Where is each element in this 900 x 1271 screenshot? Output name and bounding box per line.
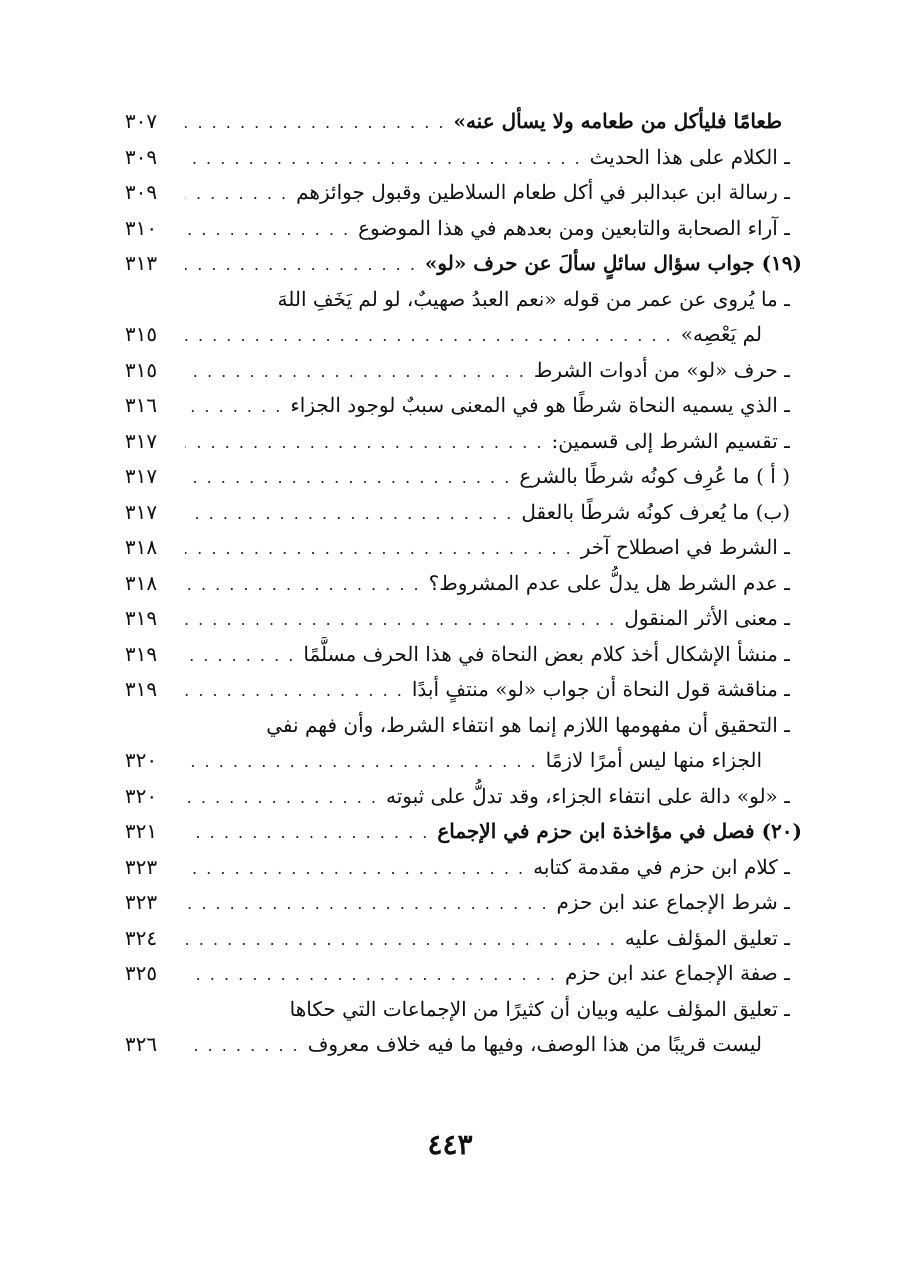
toc-dot-leader (185, 744, 538, 780)
toc-entry (110, 850, 790, 886)
toc-entry-page: ٣٢٦ (124, 1032, 158, 1056)
toc-entry (110, 211, 790, 247)
toc-entry (110, 814, 802, 850)
toc-dot-leader (185, 886, 549, 922)
toc-dot-leader (185, 318, 673, 354)
toc-entry-title: (ب) ما يُعرف كونُه شرطًا بالعقل (521, 499, 790, 524)
toc-entry (110, 530, 790, 566)
toc-entry-line (185, 388, 790, 425)
toc-entry-title: ـ منشأ الإشكال أخذ كلام بعض النحاة في هذا الحرف مسلَّمًا (303, 641, 790, 666)
toc-entry (110, 779, 790, 815)
toc-entry-title: ـ «لو» دالة على انتفاء الجزاء، وقد تدلُّ على ثبوته (385, 783, 790, 808)
toc-dot-leader (185, 673, 404, 709)
toc-dot-leader (185, 389, 282, 425)
toc-entry-page: ٣١٧ (124, 428, 158, 453)
toc-dot-leader (185, 141, 582, 177)
toc-entry-page: ٣٢٠ (124, 783, 158, 808)
toc-entry-title: ـ عدم الشرط هل يدلُّ على عدم المشروط؟ (428, 570, 790, 595)
toc-entry-title: ـ تعليق المؤلف عليه وبيان أن كثيرًا من الإجماعات التي حكاها (289, 996, 790, 1021)
toc-entry-title: ـ صفة الإجماع عند ابن حزم (565, 961, 790, 985)
toc-entry-title: ـ شرط الإجماع عند ابن حزم (556, 890, 790, 914)
toc-entry-line (185, 743, 762, 780)
toc-entry-line (185, 140, 790, 177)
toc-entry-page: ٣١٥ (124, 322, 158, 346)
toc-entry-page: ٣١٣ (124, 251, 158, 275)
toc-entry (110, 140, 790, 176)
toc-dot-leader (185, 425, 544, 461)
toc-entry-line (185, 530, 790, 567)
toc-entry-page: ٣٢٣ (124, 854, 158, 879)
toc-entry-page: ٣١٨ (124, 535, 158, 559)
toc-entry-line (185, 885, 790, 922)
toc-dot-leader (185, 176, 288, 212)
toc-entry-line (185, 353, 790, 390)
toc-entry-line (185, 211, 790, 248)
toc-entry-page: ٣٠٩ (124, 180, 158, 204)
toc-dot-leader (185, 602, 616, 638)
toc-entry-page: ٣٠٩ (124, 144, 158, 169)
toc-entry (110, 921, 790, 957)
page-number: ٤٤٣ (427, 1128, 473, 1161)
toc-dot-leader (185, 851, 525, 887)
toc-entry (110, 282, 790, 318)
toc-entry-title: ـ تقسيم الشرط إلى قسمين: (551, 428, 790, 453)
toc-entry-line (185, 459, 790, 496)
toc-entry (110, 672, 790, 708)
toc-entry (110, 353, 790, 389)
toc-entry-line (185, 921, 790, 958)
toc-entry (110, 566, 790, 602)
toc-entry-line (185, 779, 790, 816)
toc-entry-line (185, 175, 790, 212)
toc-entry (110, 743, 790, 779)
toc-entry-line (185, 566, 790, 603)
toc-entry-page: ٣١٩ (124, 677, 158, 701)
toc-entry-title: لم يَعْصِه» (680, 322, 762, 346)
toc-entry-title: طعامًا فليأكل من طعامه ولا يسأل عنه» (453, 109, 782, 133)
toc-entry-page: ٣١٩ (124, 641, 158, 666)
toc-entry-line (185, 850, 790, 887)
toc-entry-title: (٢٠) فصل في مؤاخذة ابن حزم في الإجماع (437, 819, 802, 843)
toc-entry-line (185, 282, 790, 318)
toc-entry (110, 317, 790, 353)
toc-entry (110, 424, 790, 460)
toc-entry (110, 956, 790, 992)
toc-entry (110, 104, 790, 140)
toc-dot-leader (185, 922, 617, 958)
toc-entry (110, 885, 790, 921)
table-of-contents (110, 104, 802, 1063)
toc-entry-title: ـ ما يُروى عن عمر من قوله «نعم العبدُ صهيبٌ، لو لم يَخَفِ اللهَ (277, 286, 790, 311)
toc-entry (110, 246, 802, 282)
toc-entry-page: ٣١٠ (124, 215, 158, 240)
toc-dot-leader (185, 460, 511, 496)
toc-entry-line (185, 708, 790, 744)
toc-entry (110, 637, 790, 673)
toc-entry-title: ـ الكلام على هذا الحديث (589, 144, 790, 169)
toc-entry-title: ـ حرف «لو» من أدوات الشرط (533, 357, 790, 382)
toc-entry-title: ( أ ) ما عُرِف كونُه شرطًا بالشرع (519, 464, 790, 488)
toc-entry-line (185, 246, 802, 283)
toc-dot-leader (185, 780, 378, 816)
toc-entry-title: ـ الذي يسميه النحاة شرطًا هو في المعنى سببٌ لوجود الجزاء (290, 393, 790, 417)
toc-entry-line (185, 956, 790, 993)
toc-entry-title: ليست قريبًا من هذا الوصف، وفيها ما فيه خلاف معروف (307, 1032, 762, 1056)
toc-entry-line (185, 672, 790, 709)
toc-entry-line (185, 637, 790, 674)
toc-entry-line (185, 814, 802, 851)
toc-dot-leader (185, 531, 573, 567)
toc-entry-title: ـ تعليق المؤلف عليه (624, 925, 790, 950)
toc-entry-page: ٣٢٠ (124, 748, 158, 772)
toc-entry-title: ـ رسالة ابن عبدالبر في أكل طعام السلاطين وقبول جوائزهم (296, 180, 790, 204)
toc-dot-leader (185, 496, 513, 532)
toc-entry-title: ـ آراء الصحابة والتابعين ومن بعدهم في هذا الموضوع (358, 215, 790, 240)
toc-entry-line (185, 104, 782, 141)
toc-entry-title: ـ معنى الأثر المنقول (624, 606, 790, 630)
toc-entry-page: ٣١٨ (124, 570, 158, 595)
toc-entry-page: ٣١٩ (124, 606, 158, 630)
toc-entry-line (185, 317, 762, 354)
toc-entry-page: ٣٢١ (124, 819, 158, 843)
toc-dot-leader (185, 212, 350, 248)
toc-entry-page: ٣١٧ (124, 499, 158, 524)
toc-entry-title: ـ الشرط في اصطلاح آخر (580, 535, 790, 559)
toc-entry (110, 708, 790, 744)
toc-entry (110, 388, 790, 424)
toc-entry-line (185, 1027, 762, 1064)
toc-dot-leader (185, 247, 417, 283)
toc-dot-leader (185, 105, 445, 141)
toc-entry-line (185, 992, 790, 1028)
toc-entry-page: ٣٠٧ (124, 109, 158, 133)
toc-dot-leader (185, 957, 557, 993)
toc-entry (110, 992, 790, 1028)
toc-entry-page: ٣٢٥ (124, 961, 158, 985)
toc-dot-leader (185, 638, 295, 674)
toc-entry-page: ٣١٥ (124, 357, 158, 382)
toc-entry (110, 1027, 790, 1063)
toc-entry-page: ٣١٧ (124, 464, 158, 488)
toc-dot-leader (185, 567, 421, 603)
toc-entry-title: ـ التحقيق أن مفهومها اللازم إنما هو انتفاء الشرط، وأن فهم نفي (266, 712, 790, 737)
toc-entry (110, 495, 790, 531)
toc-entry-title: الجزاء منها ليس أمرًا لازمًا (545, 748, 762, 772)
toc-entry-line (185, 601, 790, 638)
toc-entry-page: ٣١٦ (124, 393, 158, 417)
toc-entry (110, 459, 790, 495)
toc-entry-title: (١٩) جواب سؤال سائلٍ سألَ عن حرف «لو» (424, 251, 802, 275)
toc-entry-title: ـ كلام ابن حزم في مقدمة كتابه (533, 854, 790, 879)
toc-entry-line (185, 424, 790, 461)
toc-entry-title: ـ مناقشة قول النحاة أن جواب «لو» منتفٍ أبدًا (411, 677, 790, 701)
toc-dot-leader (185, 815, 429, 851)
toc-entry-page: ٣٢٣ (124, 890, 158, 914)
toc-dot-leader (185, 354, 526, 390)
toc-entry (110, 601, 790, 637)
toc-entry (110, 175, 790, 211)
toc-entry-page: ٣٢٤ (124, 925, 158, 950)
toc-dot-leader (185, 1028, 300, 1064)
toc-entry-line (185, 495, 790, 532)
